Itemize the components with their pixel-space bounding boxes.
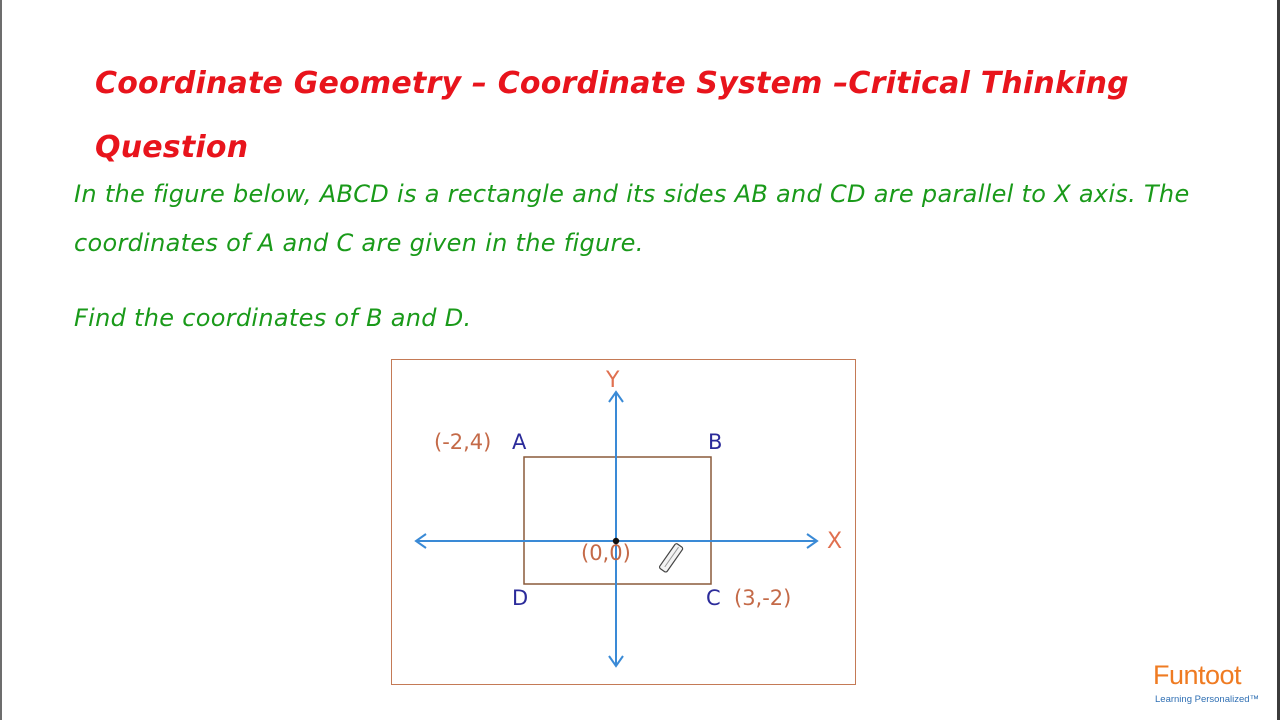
vertex-d-label: D xyxy=(512,586,529,610)
origin-label: (0,0) xyxy=(581,541,631,565)
vertex-c-label: C xyxy=(706,586,721,610)
vertex-b-label: B xyxy=(708,430,723,454)
slide-title: Coordinate Geometry – Coordinate System –Critical Thinking Question xyxy=(95,66,1129,165)
vertex-a-label: A xyxy=(512,430,527,454)
y-axis xyxy=(609,392,623,666)
question-prompt: Find the coordinates of B and D. xyxy=(74,304,472,332)
logo-wordmark: Funtoot xyxy=(1153,660,1242,690)
funtoot-logo xyxy=(1153,660,1263,710)
coord-a-label: (-2,4) xyxy=(434,430,492,454)
coord-c-label: (3,-2) xyxy=(734,586,792,610)
logo-tagline: Learning Personalized™ xyxy=(1155,694,1260,705)
y-axis-label: Y xyxy=(606,368,620,393)
pen-cursor-icon xyxy=(659,543,684,573)
question-text: In the figure below, ABCD is a rectangle and its sides AB and CD are parallel to X axis. The coordinates of A and C are given in the figure. xyxy=(74,180,1190,257)
x-axis-label: X xyxy=(827,529,843,554)
